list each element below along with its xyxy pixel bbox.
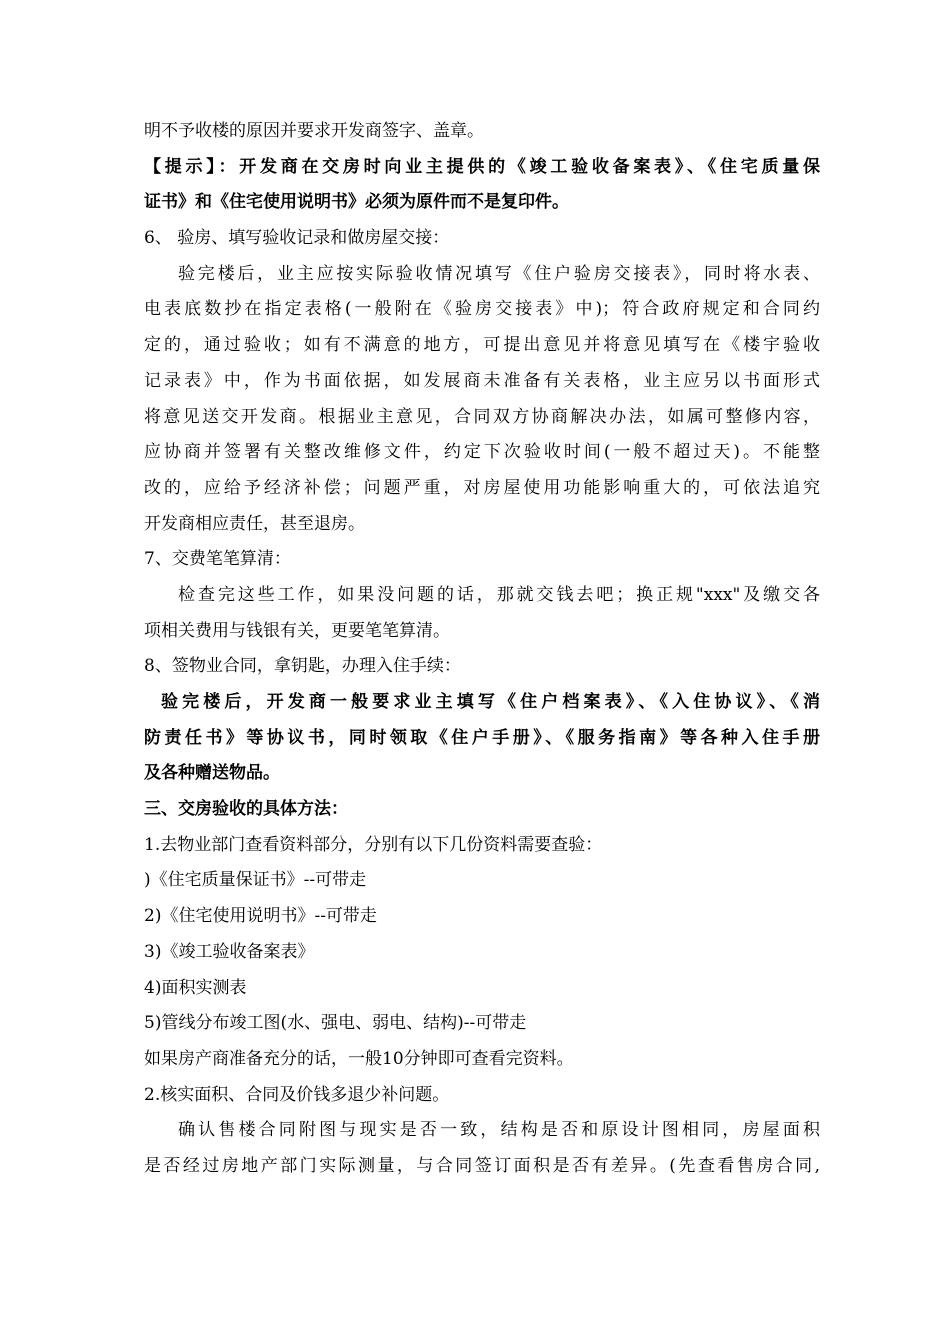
text-line: 定的，通过验收；如有不满意的地方，可提出意见并将意见填写在《楼宇验收 (144, 335, 820, 356)
text-line: 检查完这些工作，如果没问题的话，那就交钱去吧；换正规"xxx"及缴交各 (178, 584, 820, 605)
bold-text-line: 及各种赠送物品。 (144, 763, 280, 784)
text-line: 改的，应给予经济补偿；问题严重，对房屋使用功能影响重大的，可依法追究 (144, 477, 820, 498)
text-line: 确认售楼合同附图与现实是否一致，结构是否和原设计图相同，房屋面积 (178, 1120, 820, 1141)
text-line: 明不予收楼的原因并要求开发商签字、盖章。 (144, 121, 484, 141)
tip-line: 【提示】：开发商在交房时向业主提供的《竣工验收备案表》、《住宅质量保 (144, 156, 820, 177)
text-line: 记录表》中，作为书面依据，如发展商未准备有关表格，业主应另以书面形式 (144, 370, 820, 391)
tip-line: 证书》和《住宅使用说明书》必须为原件而不是复印件。 (144, 192, 569, 213)
bold-text-line: 验完楼后，开发商一般要求业主填写《住户档案表》、《入住协议》、《消 (161, 692, 820, 712)
text-line: 是否经过房地产部门实际测量，与合同签订面积是否有差异。(先查看售房合同, (144, 1155, 820, 1176)
list-item: 3)《竣工验收备案表》 (144, 941, 315, 962)
text-line: 电表底数抄在指定表格(一般附在《验房交接表》中)；符合政府规定和合同约 (144, 299, 820, 320)
list-item: )《住宅质量保证书》--可带走 (144, 870, 367, 891)
section-heading: 2.核实面积、合同及价钱多退少补问题。 (144, 1084, 450, 1105)
text-line: 开发商相应责任，甚至退房。 (144, 513, 365, 534)
text-line: 1.去物业部门查看资料部分，分别有以下几份资料需要查验： (144, 834, 603, 855)
section-heading: 8、签物业合同，拿钥匙，办理入住手续： (144, 656, 461, 677)
text-line: 将意见送交开发商。根据业主意见，合同双方协商解决办法，如属可整修内容， (144, 406, 820, 427)
list-item: 5)管线分布竣工图(水、强电、弱电、结构)--可带走 (144, 1013, 527, 1034)
section-heading: 7、交费笔笔算清： (144, 549, 291, 570)
list-item: 4)面积实测表 (144, 977, 247, 998)
text-line: 应协商并签署有关整改维修文件，约定下次验收时间(一般不超过天)。不能整 (144, 442, 820, 463)
section-heading: 6、 验房、填写验收记录和做房屋交接： (144, 228, 450, 249)
chapter-heading: 三、交房验收的具体方法： (144, 799, 348, 820)
text-line: 验完楼后，业主应按实际验收情况填写《住户验房交接表》，同时将水表、 (178, 263, 820, 284)
text-line: 项相关费用与钱银有关，更要笔笔算清。 (144, 620, 450, 641)
bold-text-line: 防责任书》等协议书，同时领取《住户手册》、《服务指南》等各种入住手册 (144, 727, 820, 748)
text-line: 如果房产商准备充分的话，一般10分钟即可查看完资料。 (144, 1048, 574, 1069)
list-item: 2)《住宅使用说明书》--可带走 (144, 906, 377, 927)
